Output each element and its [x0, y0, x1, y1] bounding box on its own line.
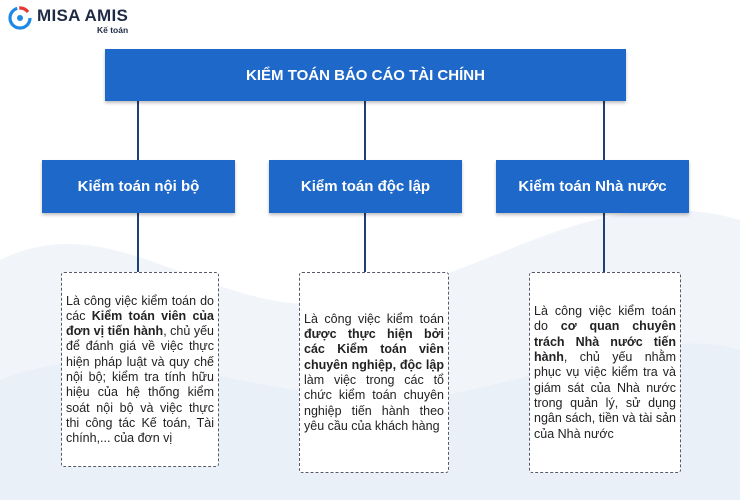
desc-independent-audit: [299, 272, 449, 473]
desc-text-segment: Là công việc kiểm toán do các: [66, 293, 214, 323]
node-independent-audit: Kiểm toán độc lập: [269, 160, 462, 213]
desc-text-segment: , chủ yếu nhằm phục vụ việc kiểm tra và giám sát của Nhà nước trong quản lý, sử dụng ngân sách, tiền và tài sản của Nhà nước: [534, 350, 676, 441]
root-node: KIỂM TOÁN BÁO CÁO TÀI CHÍNH: [105, 49, 626, 101]
desc-internal-audit: [61, 272, 219, 467]
desc-text-segment: làm việc trong các tổ chức kiểm toán chuyên nghiệp tiến hành theo yêu cầu của khách hàng: [304, 373, 444, 433]
node-state-audit: Kiểm toán Nhà nước: [496, 160, 689, 213]
desc-text-segment: được thực hiện bởi các Kiểm toán viên chuyên nghiệp, độc lập: [304, 327, 444, 372]
desc-text-segment: Kiểm toán viên của đơn vị tiến hành: [66, 308, 214, 339]
misa-logo-icon: [8, 6, 32, 30]
logo-brand: MISA AMIS: [37, 6, 129, 25]
misa-logo: [8, 6, 128, 35]
desc-state-audit: [529, 272, 681, 473]
desc-text-segment: cơ quan chuyên trách Nhà nước tiến hành: [534, 319, 676, 365]
desc-text-segment: , chủ yếu để đánh giá về việc thực hiện pháp luật và quy chế nội bộ; kiểm tra tính hữu hiệu của hệ thống kiểm soát nội bộ và việc thực thi công tác Kế toán, Tài chính,... của đơn vị: [66, 324, 214, 446]
node-internal-audit: Kiểm toán nội bộ: [42, 160, 235, 213]
desc-text-segment: Là công việc kiểm toán: [304, 311, 444, 326]
desc-text-segment: Là công việc kiểm toán do: [534, 304, 676, 334]
logo-subtitle: Kế toán: [97, 25, 129, 35]
